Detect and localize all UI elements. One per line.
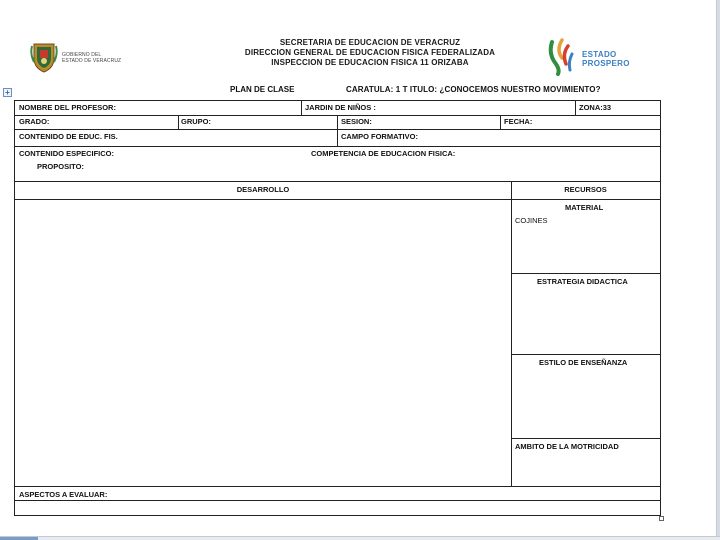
brand-line-2: PROSPERO <box>582 59 630 68</box>
veracruz-government-logo <box>30 40 130 76</box>
competencia-label: COMPETENCIA DE EDUCACION FISICA: <box>311 149 456 158</box>
row-divider <box>511 354 660 355</box>
grado-label: GRADO: <box>19 117 50 126</box>
crest-icon <box>30 40 58 74</box>
logo-left-line1: GOBIERNO DEL <box>62 52 102 58</box>
window-bottom-edge <box>0 536 720 540</box>
estilo-label: ESTILO DE ENSEÑANZA <box>539 358 628 367</box>
grupo-label: GRUPO: <box>181 117 211 126</box>
col-divider <box>178 115 179 129</box>
header-line-3: INSPECCION DE EDUCACION FISICA 11 ORIZABA <box>271 58 469 67</box>
contenido-educ-label: CONTENIDO DE EDUC. FIS. <box>19 132 118 141</box>
class-plan-form <box>14 100 661 516</box>
col-divider <box>337 115 338 146</box>
row-divider <box>15 146 660 147</box>
row-divider <box>511 438 660 439</box>
header-line-1: SECRETARIA DE EDUCACION DE VERACRUZ <box>279 38 461 47</box>
col-divider <box>511 181 512 486</box>
plan-de-clase-label: PLAN DE CLASE <box>230 85 295 94</box>
row-divider <box>511 273 660 274</box>
col-divider <box>301 101 302 115</box>
cojines-value: COJINES <box>515 216 548 225</box>
material-label: MATERIAL <box>565 203 604 212</box>
window-right-edge <box>716 0 720 540</box>
header-line-2: DIRECCION GENERAL DE EDUCACION FISICA FEDERALIZADA <box>244 48 496 57</box>
zona-label: ZONA:33 <box>579 103 612 112</box>
nombre-profesor-label: NOMBRE DEL PROFESOR: <box>19 103 116 112</box>
desarrollo-header: DESARROLLO <box>236 185 290 194</box>
table-move-handle-icon[interactable]: + <box>3 88 12 97</box>
campo-formativo-label: CAMPO FORMATIVO: <box>341 132 418 141</box>
sesion-label: SESION: <box>341 117 372 126</box>
caratula-title: CARATULA: 1 T ITULO: ¿CONOCEMOS NUESTRO MOVIMIENTO? <box>346 85 601 94</box>
col-divider <box>500 115 501 129</box>
header-title-block <box>200 38 540 68</box>
swirl-logo-icon <box>546 38 576 76</box>
logo-left-line2: ESTADO DE VERACRUZ <box>62 58 122 64</box>
fecha-label: FECHA: <box>504 117 533 126</box>
brand-line-1: ESTADO <box>582 50 617 59</box>
row-divider <box>15 500 660 501</box>
col-divider <box>575 101 576 115</box>
recursos-header: RECURSOS <box>564 185 607 194</box>
row-divider <box>15 181 660 182</box>
estrategia-label: ESTRATEGIA DIDACTICA <box>537 277 628 286</box>
estado-prospero-logo <box>546 38 636 78</box>
proposito-label: PROPOSITO: <box>37 162 84 171</box>
aspectos-label: ASPECTOS A EVALUAR: <box>19 490 108 499</box>
ambito-label: AMBITO DE LA MOTRICIDAD <box>515 442 619 451</box>
row-divider <box>15 486 660 487</box>
row-divider <box>15 199 660 200</box>
contenido-especifico-label: CONTENIDO ESPECIFICO: <box>19 149 115 158</box>
table-resize-handle-icon[interactable] <box>659 516 664 521</box>
jardin-label: JARDIN DE NIÑOS : <box>305 103 376 112</box>
